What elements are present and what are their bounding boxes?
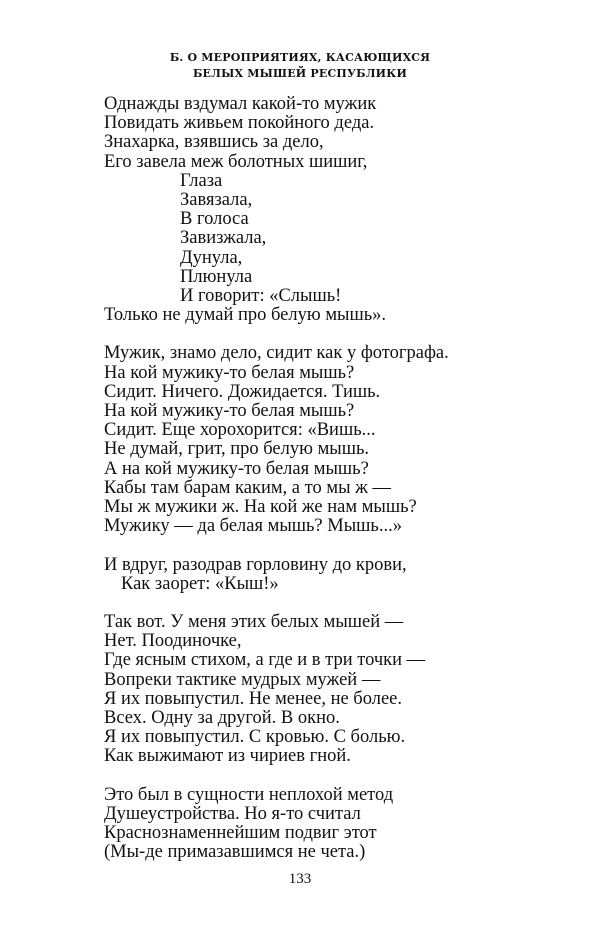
poem-line: Кабы там барам каким, а то мы ж —: [104, 477, 392, 498]
poem-line: Вопреки тактике мудрых мужей —: [104, 669, 381, 690]
stanza-gap: [104, 767, 574, 786]
poem-line: Всех. Одну за другой. В окно.: [104, 708, 340, 728]
poem-line: Завязала,: [180, 189, 253, 210]
poem-line: И вдруг, разодрав горловину до крови,: [104, 554, 407, 575]
poem-line: На кой мужику-то белая мышь?: [104, 362, 355, 383]
poem-line: Мужик, знамо дело, сидит как у фотографа.: [104, 343, 449, 364]
poem-line: Глаза: [180, 170, 223, 191]
poem-line: Я их повыпустил. Не менее, не более.: [104, 688, 403, 709]
poem-line: Краснознаменнейшим подвиг этот: [104, 823, 377, 844]
poem-line: Однажды вздумал какой-то мужик: [104, 94, 377, 114]
poem-line: Его завела меж болотных шишиг,: [104, 151, 368, 172]
heading-line-1: Б. О МЕРОПРИЯТИЯХ, КАСАЮЩИХСЯ: [169, 51, 431, 64]
poem-line: В голоса: [180, 209, 249, 230]
poem-line: Где ясным стихом, а где и в три точки —: [104, 650, 426, 671]
stanza-gap: [104, 325, 574, 344]
poem-line: Так вот. У меня этих белых мышей —: [104, 612, 404, 633]
poem-line: И говорит: «Слышь!: [180, 285, 342, 306]
heading-line-2: БЕЛЫХ МЫШЕЙ РЕСПУБЛИКИ: [192, 67, 408, 80]
stanza-4: [104, 613, 574, 767]
poem-line: На кой мужику-то белая мышь?: [104, 401, 355, 421]
poem-line: Мы ж мужики ж. На кой же нам мышь?: [104, 496, 417, 517]
poem-line: (Мы-де примазавшимся не чета.): [104, 842, 366, 863]
poem-line: Как выжимают из чириев гной.: [104, 746, 351, 767]
poem-line: Только не думай про белую мышь».: [104, 305, 387, 326]
page-number: 133: [288, 871, 312, 887]
poem-line: Я их повыпустил. С кровью. С болью.: [104, 727, 406, 748]
poem-line: Дунула,: [180, 247, 243, 268]
section-heading: [0, 50, 600, 82]
poem-line: Сидит. Ничего. Дожидается. Тишь.: [104, 381, 381, 402]
poem-line: Знахарка, взявшись за дело,: [104, 132, 324, 153]
poem-line: Не думай, грит, про белую мышь.: [104, 439, 370, 460]
poem-line: А на кой мужику-то белая мышь?: [104, 458, 369, 479]
stanza-gap: [104, 594, 574, 613]
poem-line: Завизжала,: [180, 228, 267, 249]
stanza-gap: [104, 536, 574, 555]
poem-line: Повидать живьем покойного деда.: [104, 113, 375, 134]
poem-line: Мужику — да белая мышь? Мышь...»: [104, 516, 402, 537]
poem-line: Нет. Поодиночке,: [104, 631, 242, 652]
poem-line: Душеустройства. Но я-то считал: [104, 803, 361, 824]
poem-line: Как заорет: «Кыш!»: [121, 573, 279, 594]
poem: [104, 95, 574, 863]
stanza-2: [104, 344, 574, 536]
stanza-5: [104, 786, 574, 863]
stanza-1: [104, 95, 574, 325]
poem-line: Плюнула: [180, 266, 253, 287]
poem-line: Это был в сущности неплохой метод: [104, 784, 394, 805]
poem-line: Сидит. Еще хорохорится: «Вишь...: [104, 420, 376, 441]
stanza-3: [104, 556, 574, 594]
